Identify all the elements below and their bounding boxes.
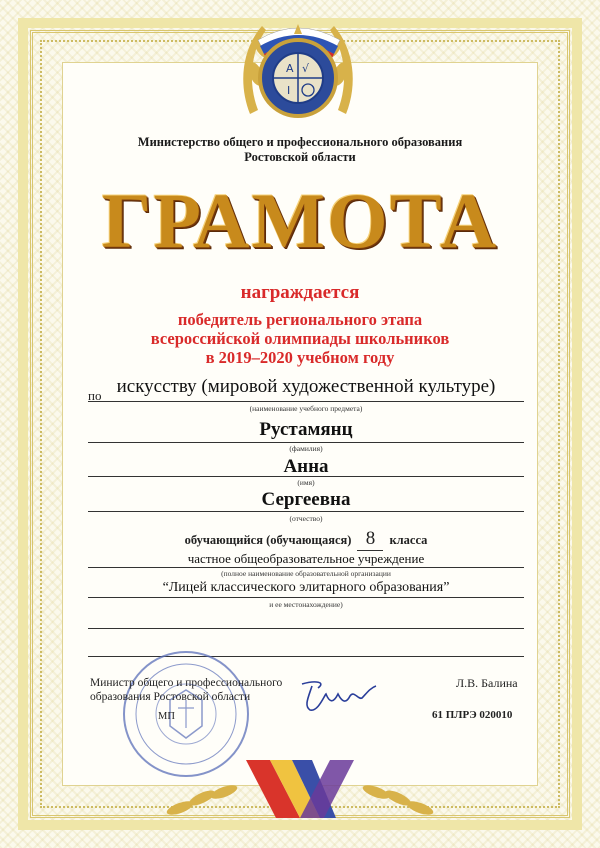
org-caption: (полное наименование образовательной организации [221,569,391,578]
org-type-underline [88,567,524,568]
winner-line-3: в 2019–2020 учебном году [205,348,395,367]
subject-value: искусству (мировой художественной культуре) [116,376,496,397]
name-underline [88,476,524,477]
signer-name: Л.В. Балина [456,676,518,690]
subject-caption: (наименование учебного предмета) [249,404,363,413]
subject-underline [88,401,524,402]
mp-label: МП [158,711,175,722]
blank-line-1 [88,628,524,629]
ministry-header [100,135,500,165]
name-value: Анна [283,456,329,477]
location-caption: и ее местонахождение) [269,600,343,609]
ministry-line-1: Министерство общего и профессионального образования [137,135,463,149]
olympiad-emblem-icon [228,4,368,140]
svg-text:√: √ [302,62,310,75]
student-suffix: класса [389,533,428,547]
patronymic-underline [88,511,524,512]
minister-line-2: образования Ростовской области [90,691,251,703]
certificate-title: ГРАМОТА [101,177,499,264]
svg-text:A: A [286,62,294,75]
laurel-ribbon-icon [150,738,450,838]
surname-value: Рустамянц [259,419,353,440]
handwritten-signature [296,676,386,716]
grade-value: 8 [357,528,383,551]
ministry-line-2: Ростовской области [244,150,356,164]
surname-underline [88,442,524,443]
patronymic-caption: (отчество) [289,514,323,523]
org-name-underline [88,597,524,598]
patronymic-value: Сергеевна [261,489,351,510]
winner-line-1: победитель регионального этапа [177,310,423,329]
org-type-value: частное общеобразовательное учреждение [187,551,425,566]
student-grade-line [88,528,524,551]
awarded-label: награждается [240,282,360,303]
po-label: по [88,388,102,403]
svg-text:I: I [287,84,291,97]
serial-number: 61 ПЛРЭ 020010 [432,709,513,721]
student-prefix: обучающийся (обучающаяся) [184,533,352,547]
winner-text [80,310,520,367]
name-caption: (имя) [297,478,315,487]
winner-line-2: всероссийской олимпиады школьников [150,329,450,348]
surname-caption: (фамилия) [289,444,323,453]
minister-line-1: Министр общего и профессионального [90,677,283,689]
org-name-value: “Лицей классического элитарного образования” [162,580,450,595]
minister-title [90,676,290,704]
